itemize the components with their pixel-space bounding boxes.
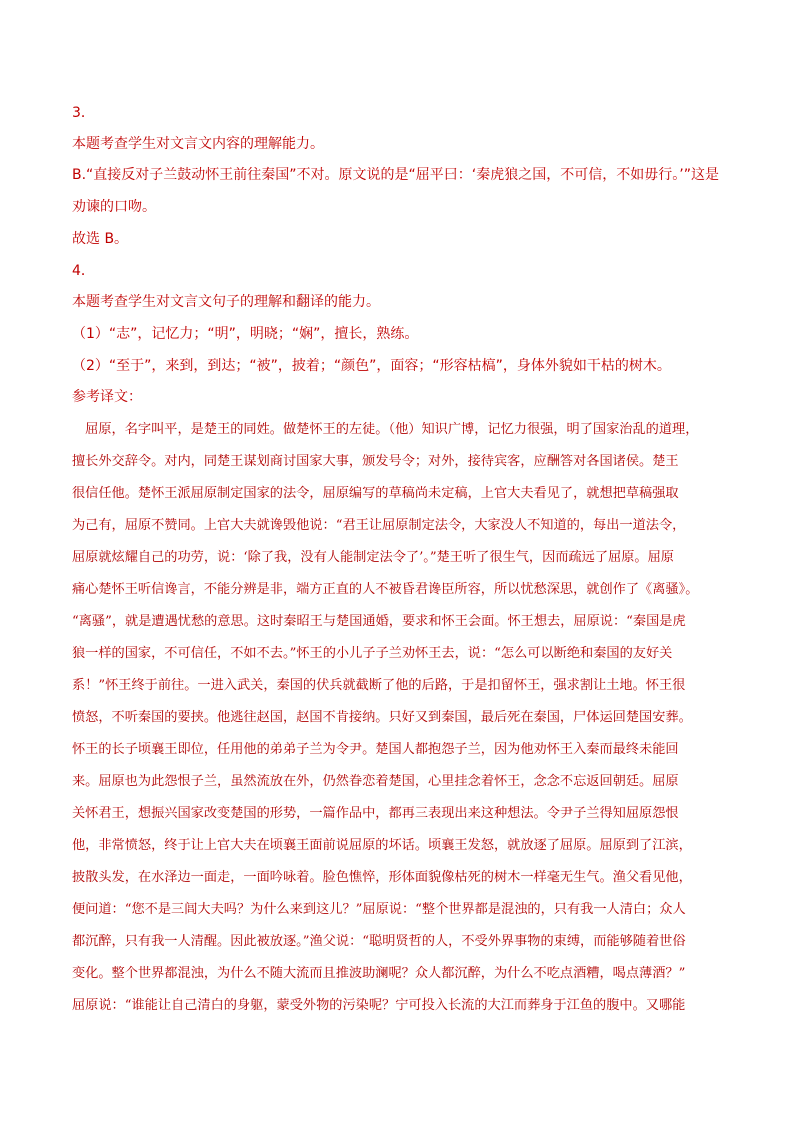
translation-line: 狼一样的国家，不可信任，不如不去。”怀王的小儿子子兰劝怀王去，说：“怎么可以断绝和秦国的友好关: [72, 646, 673, 661]
answer-line: 故选 B。: [72, 231, 129, 247]
answer-line: 参考译文：: [72, 389, 142, 405]
translation-line: 变化。整个世界都混浊，为什么不随大流而且推波助澜呢？众人都沉醉，为什么不吃点酒糟，喝点薄酒？”: [72, 966, 686, 981]
answer-line: 本题考查学生对文言文句子的理解和翻译的能力。: [72, 294, 380, 310]
answer-line: （2）“至于”，来到，到达；“被”，披着；“颜色”，面容；“形容枯槁”，身体外貌如干枯的树木。: [72, 358, 671, 374]
translation-line: 来。屈原也为此怨恨子兰，虽然流放在外，仍然眷恋着楚国，心里挂念着怀王，念念不忘返回朝廷。屈原: [72, 774, 679, 789]
answer-line: B.“直接反对子兰鼓动怀王前往秦国”不对。原文说的是“屈平曰：‘秦虎狼之国，不可信，不如毋行。’”这是: [72, 167, 719, 183]
answer-line: 4．: [72, 263, 95, 279]
translation-line: 屈原就炫耀自己的功劳，说：‘除了我，没有人能制定法令了’。”楚王听了很生气，因而疏远了屈原。屈原: [72, 550, 674, 565]
translation-line: 屈原说：“谁能让自己清白的身躯，蒙受外物的污染呢？宁可投入长流的大江而葬身于江鱼的腹中。又哪能: [72, 998, 686, 1013]
translation-line: 关怀君王，想振兴国家改变楚国的形势，一篇作品中，都再三表现出来这种想法。令尹子兰得知屈原怨恨: [72, 806, 679, 821]
translation-line: 都沉醉，只有我一人清醒。因此被放逐。”渔父说：“聪明贤哲的人，不受外界事物的束缚，而能够随着世俗: [72, 934, 686, 949]
translation-line: 为己有，屈原不赞同。上官大夫就谗毁他说：“君王让屈原制定法令，大家没人不知道的，每出一道法令，: [72, 518, 686, 533]
translation-line: 他，非常愤怒，终于让上官大夫在顷襄王面前说屈原的坏话。顷襄王发怒，就放逐了屈原。屈原到了江滨，: [72, 838, 692, 853]
translation-line: 系！”怀王终于前往。一进入武关，秦国的伏兵就截断了他的后路，于是扣留怀王，强求割让土地。怀王很: [72, 678, 686, 693]
translation-line: 愤怒，不听秦国的要挟。他逃往赵国，赵国不肯接纳。只好又到秦国，最后死在秦国，尸体运回楚国安葬。: [72, 710, 692, 725]
answer-line: 本题考查学生对文言文内容的理解能力。: [72, 136, 324, 152]
answer-line: 劝谏的口吻。: [72, 199, 156, 215]
translation-line: 很信任他。楚怀王派屈原制定国家的法令，屈原编写的草稿尚未定稿，上官大夫看见了，就想把草稿强取: [72, 486, 679, 501]
answer-line: （1）“志”，记忆力；“明”，明晓；“娴”，擅长，熟练。: [72, 326, 419, 342]
answer-line: 3．: [72, 105, 95, 121]
translation-line: 怀王的长子顷襄王即位，任用他的弟弟子兰为令尹。楚国人都抱怨子兰，因为他劝怀王入秦而最终未能回: [72, 742, 679, 757]
translation-line: 擅长外交辞令。对内，同楚王谋划商讨国家大事，颁发号令；对外，接待宾客，应酬答对各国诸侯。楚王: [72, 454, 679, 469]
translation-line: “离骚”，就是遭遇忧愁的意思。这时秦昭王与楚国通婚，要求和怀王会面。怀王想去，屈原说：“秦国是虎: [72, 614, 686, 629]
translation-line: 屈原，名字叫平，是楚王的同姓。做楚怀王的左徒。（他）知识广博，记忆力很强，明了国家治乱的道理，: [72, 422, 699, 437]
translation-line: 披散头发，在水泽边一面走，一面吟咏着。脸色憔悴，形体面貌像枯死的树木一样毫无生气。渔父看见他，: [72, 870, 692, 885]
translation-line: 便问道：“您不是三闾大夫吗？为什么来到这儿？”屈原说：“整个世界都是混浊的，只有我一人清白；众人: [72, 902, 686, 917]
translation-line: 痛心楚怀王听信谗言，不能分辨是非，端方正直的人不被昏君谗臣所容，所以忧愁深思，就创作了《离骚》。: [72, 582, 699, 597]
